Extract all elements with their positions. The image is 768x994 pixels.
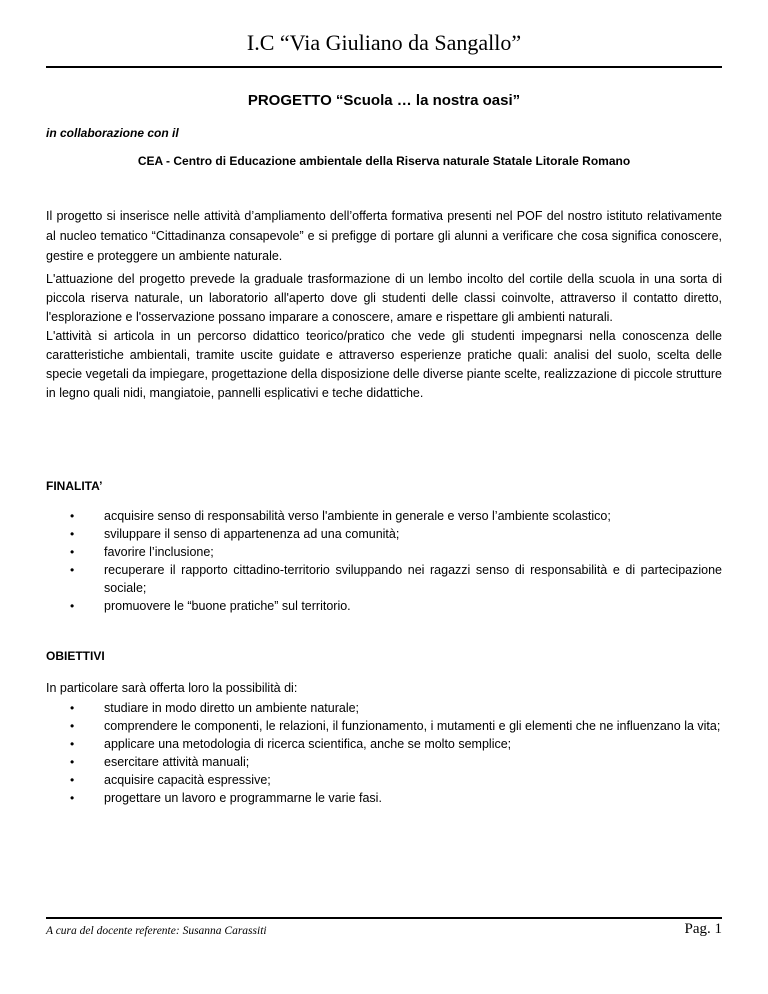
bullet-icon: •: [70, 545, 75, 559]
list-item: • studiare in modo diretto un ambiente naturale;: [70, 701, 360, 715]
list-item: • esercitare attività manuali;: [70, 755, 250, 769]
bullet-icon: •: [70, 719, 75, 733]
bullet-icon: •: [70, 791, 75, 805]
bullet-icon: •: [70, 773, 75, 787]
list-item: • recuperare il rapporto cittadino-territorio sviluppando nei ragazzi senso di responsabilità e di partecipazione sociale;: [70, 563, 722, 595]
bullet-icon: •: [70, 599, 75, 613]
header-divider: [46, 66, 722, 68]
list-item: • acquisire capacità espressive;: [70, 773, 271, 787]
description-block: [46, 270, 722, 403]
obiettivi-heading: OBIETTIVI: [46, 649, 105, 663]
collaboration-label: in collaborazione con il: [46, 126, 179, 140]
obiettivi-list: [70, 699, 722, 807]
list-item: • acquisire senso di responsabilità verso l'ambiente in generale e verso l’ambiente scolastico;: [70, 509, 611, 523]
footer-divider: [46, 917, 722, 919]
partner-name: CEA - Centro di Educazione ambientale della Riserva naturale Statale Litorale Romano: [137, 154, 631, 168]
finalita-heading: FINALITA’: [46, 479, 103, 493]
footer-author: A cura del docente referente: Susanna Carassiti: [46, 925, 267, 937]
list-item: • favorire l’inclusione;: [70, 545, 214, 559]
bullet-icon: •: [70, 755, 75, 769]
description-paragraph-2: L'attività si articola in un percorso didattico teorico/pratico che vede gli studenti impegnarsi nella conoscenza delle caratteristiche ambientali, tramite uscite guidate e attraverso esperienze pratiche quali: analisi del suolo, scelta delle specie vegetali da impiegare, progettazione della disposizione delle diverse piante scelte, realizzazione di piccole strutture in legno quali nidi, mangiatoie, pannelli esplicativi e teche didattiche.: [46, 329, 722, 400]
intro-paragraph: Il progetto si inserisce nelle attività d’ampliamento dell’offerta formativa presenti nel POF del nostro istituto relativamente al nucleo tematico “Cittadinanza consapevole” e si prefigge di portare gli alunni a verificare che cosa significa conoscere, gestire e proteggere un ambiente naturale.: [46, 209, 722, 263]
page-header-title: I.C “Via Giuliano da Sangallo”: [246, 30, 522, 55]
finalita-list: [70, 507, 722, 615]
description-paragraph-1: L'attuazione del progetto prevede la graduale trasformazione di un lembo incolto del cortile della scuola in una sorta di piccola riserva naturale, un laboratorio all'aperto dove gli studenti delle classi coinvolte, attraverso il contatto diretto, l'esplorazione e l'osservazione possano imparare a conoscere, amare e rispettare gli ambienti naturali.: [46, 272, 722, 324]
bullet-icon: •: [70, 737, 75, 751]
bullet-icon: •: [70, 701, 75, 715]
page-number: Pag. 1: [684, 921, 722, 937]
list-item: • applicare una metodologia di ricerca scientifica, anche se molto semplice;: [70, 737, 512, 751]
list-item: • sviluppare il senso di appartenenza ad una comunità;: [70, 527, 400, 541]
bullet-icon: •: [70, 509, 75, 523]
list-item: • progettare un lavoro e programmarne le varie fasi.: [70, 791, 382, 805]
obiettivi-intro: In particolare sarà offerta loro la possibilità di:: [46, 681, 298, 695]
list-item: • comprendere le componenti, le relazioni, il funzionamento, i mutamenti e gli elementi che ne influenzano la vita;: [70, 719, 721, 733]
bullet-icon: •: [70, 563, 75, 577]
document-title: PROGETTO “Scuola … la nostra oasi”: [247, 92, 521, 109]
bullet-icon: •: [70, 527, 75, 541]
list-item: • promuovere le “buone pratiche” sul territorio.: [70, 599, 351, 613]
